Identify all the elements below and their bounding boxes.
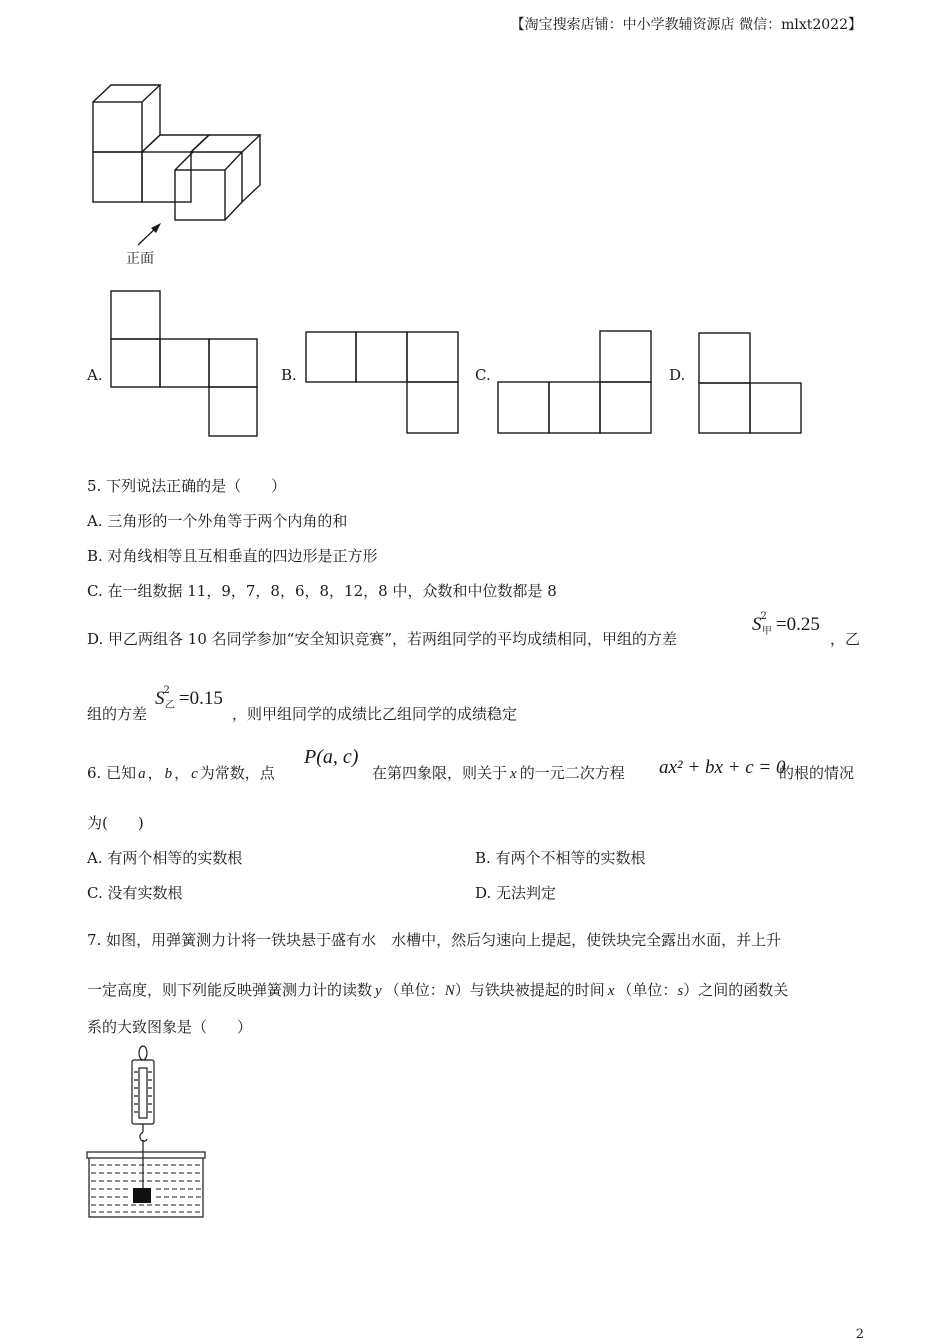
q5-option-a[interactable]: A. 三角形的一个外角等于两个内角的和 — [87, 512, 348, 530]
page-number: 2 — [855, 1327, 864, 1342]
q6-option-b[interactable]: B. 有两个不相等的实数根 — [475, 849, 646, 867]
option-c-label[interactable]: C. — [475, 366, 491, 384]
point-p: P(a, c) — [304, 746, 359, 768]
q6-stem-end: 的根的情况 — [779, 764, 855, 782]
variance-jia: $S^2_甲 =0.25$ — [752, 611, 820, 637]
q6-stem-line1: 6. 已知 a ， b ， c 为常数，点 — [87, 764, 275, 782]
q5-d-text1: D. 甲乙两组各 10 名同学参加“安全知识竞赛”，若两组同学的平均成绩相同，甲组的方差 — [87, 630, 677, 648]
q5-stem: 5. 下列说法正确的是（ ） — [87, 477, 287, 495]
option-a-label[interactable]: A. — [87, 366, 103, 384]
quadratic-equation: ax² + bx + c = 0 — [659, 757, 786, 778]
q7-stem-line2: 一定高度，则下列能反映弹簧测力计的读数 y （单位：N）与铁块被提起的时间 x （单位：s）之间的函数关 — [87, 981, 789, 999]
q6-stem-mid: 在第四象限，则关于 x 的一元二次方程 — [372, 764, 625, 782]
q5-option-b[interactable]: B. 对角线相等且互相垂直的四边形是正方形 — [87, 547, 378, 565]
front-label: 正面 — [126, 251, 154, 267]
q5-option-c[interactable]: C. 在一组数据 11，9，7，8，6，8，12，8 中，众数和中位数都是 8 — [87, 582, 557, 600]
q5-d-text4: ，则甲组同学的成绩比乙组同学的成绩稳定 — [232, 705, 518, 723]
q6-stem-line2: 为( ) — [87, 814, 144, 832]
q7-stem-line3: 系的大致图象是（ ） — [87, 1018, 253, 1036]
q7-stem-line1: 7. 如图，用弹簧测力计将一铁块悬于盛有水 水槽中，然后匀速向上提起，使铁块完全露出水面，并上升 — [87, 931, 782, 949]
q6-option-d[interactable]: D. 无法判定 — [475, 884, 557, 902]
variance-yi: $S^2_乙 =0.15$ — [155, 685, 223, 711]
q6-option-c[interactable]: C. 没有实数根 — [87, 884, 183, 902]
page-header: 【淘宝搜索店铺：中小学教辅资源店 微信：mlxt2022】 — [510, 17, 862, 33]
q5-d-text3: 组的方差 — [87, 705, 148, 723]
q6-option-a[interactable]: A. 有两个相等的实数根 — [87, 849, 243, 867]
q5-d-text2: ，乙 — [830, 630, 861, 648]
spring-scale-tank-figure — [0, 0, 220, 1230]
option-d-label[interactable]: D. — [669, 366, 686, 384]
option-b-label[interactable]: B. — [281, 366, 297, 384]
